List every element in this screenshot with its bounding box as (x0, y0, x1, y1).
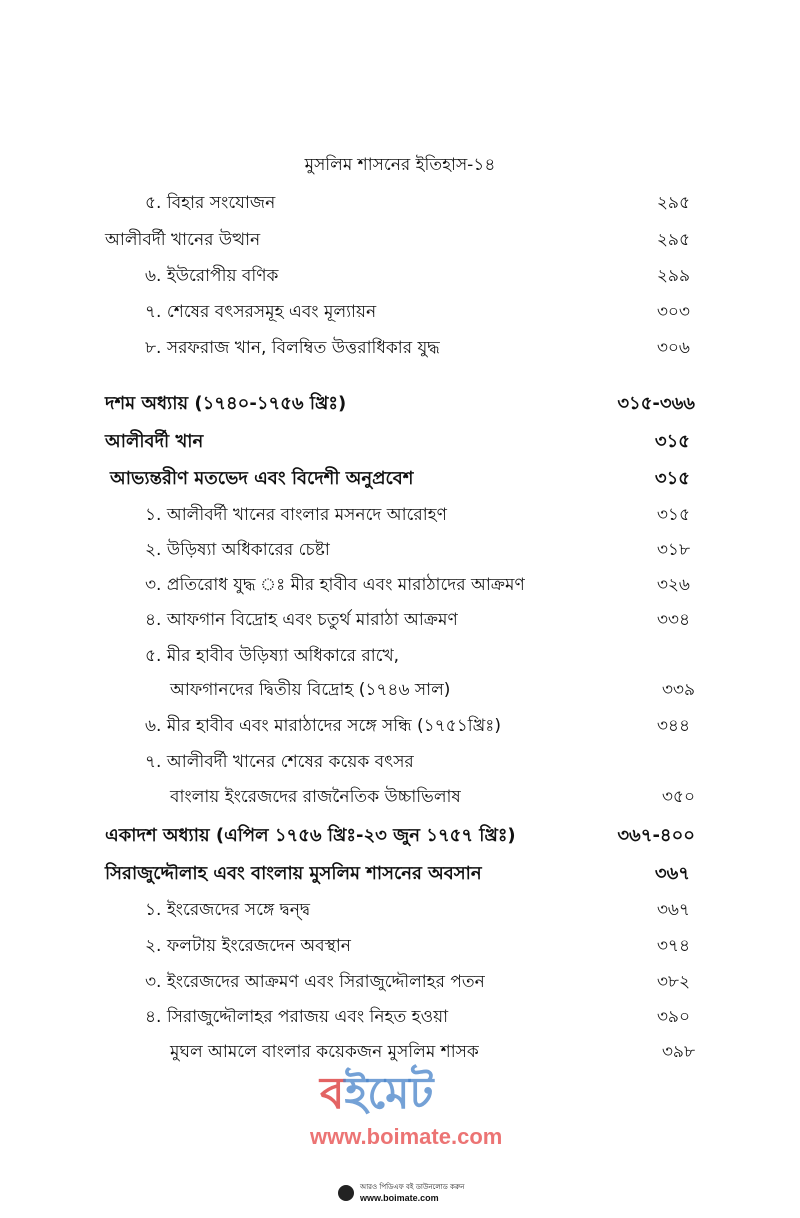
watermark-logo: বইমেট (320, 1068, 434, 1119)
toc-entry-title: ৭. শেষের বৎসরসমূহ এবং মূল্যায়ন (145, 302, 377, 322)
toc-entry-title: ১. ইংরেজদের সঙ্গে দ্বন্দ্ব (145, 900, 310, 920)
running-header: মুসলিম শাসনের ইতিহাস-১৪ (304, 155, 496, 175)
toc-entry-title: ২. ফলটায় ইংরেজদেন অবস্থান (145, 936, 351, 956)
toc-entry-page: ৩১৫ (656, 505, 690, 525)
toc-entry-page: ২৯৯ (656, 266, 690, 286)
toc-entry-page: ২৯৫ (656, 230, 690, 250)
toc-entry-title: ৭. আলীবর্দী খানের শেষের কয়েক বৎসর (145, 752, 414, 772)
toc-entry-page: ৩৬৭ (656, 900, 690, 920)
toc-entry (0, 502, 800, 532)
toc-entry-title: একাদশ অধ্যায় (এপিল ১৭৫৬ খ্রিঃ-২৩ জুন ১৭৫৭ খ্রিঃ) (105, 825, 516, 846)
toc-entry-page: ৩৯৮ (661, 1042, 695, 1062)
toc-entry (0, 1039, 800, 1069)
toc-entry (0, 897, 800, 927)
toc-entry-page: ৩৬৭ (654, 863, 690, 884)
toc-entry-page: ৩৮২ (656, 972, 690, 992)
toc-entry-page: ৩৪৪ (656, 716, 690, 736)
toc-entry-title: সিরাজুদ্দৌলাহ এবং বাংলায় মুসলিম শাসনের অবসান (105, 863, 482, 884)
toc-entry-page: ৩৭৪ (656, 936, 690, 956)
toc-entry-title: ৮. সরফরাজ খান, বিলম্বিত উত্তরাধিকার যুদ্ধ (145, 338, 440, 358)
toc-entry-page: ৩৩৯ (661, 680, 695, 700)
toc-entry-page: ৩১৮ (656, 540, 690, 560)
toc-entry (0, 933, 800, 963)
toc-entry (0, 821, 800, 851)
toc-entry-title: ৫. বিহার সংযোজন (145, 193, 276, 213)
toc-entry (0, 859, 800, 889)
toc-entry-title: ৫. মীর হাবীব উড়িষ্যা অধিকারে রাখে, (145, 646, 400, 666)
toc-entry-page: ২৯৫ (656, 193, 690, 213)
toc-entry-title: ৬. ইউরোপীয় বণিক (145, 266, 279, 286)
toc-entry-page: ৩৫০ (661, 787, 695, 807)
toc-entry-title: ৪. সিরাজুদ্দৌলাহর পরাজয় এবং নিহত হওয়া (145, 1007, 449, 1027)
toc-entry (0, 607, 800, 637)
toc-entry-title: ১. আলীবর্দী খানের বাংলার মসনদে আরোহণ (145, 505, 447, 525)
toc-entry (0, 969, 800, 999)
toc-entry (0, 190, 800, 220)
toc-entry-title: ৩. ইংরেজদের আক্রমণ এবং সিরাজুদ্দৌলাহর পতন (145, 972, 485, 992)
toc-entry (0, 643, 800, 673)
toc-entry-title: আভ্যন্তরীণ মতভেদ এবং বিদেশী অনুপ্রবেশ (110, 468, 414, 489)
toc-entry-page: ৩১৫ (654, 431, 690, 452)
toc-entry (0, 1004, 800, 1034)
toc-entry-page: ৩২৬ (656, 575, 690, 595)
toc-entry-title: দশম অধ্যায় (১৭৪০-১৭৫৬ খ্রিঃ) (105, 393, 347, 414)
watermark (300, 1068, 520, 1158)
toc-entry (0, 572, 800, 602)
toc-entry-page: ৩৯০ (656, 1007, 690, 1027)
toc-entry-title: আলীবর্দী খান (105, 431, 204, 452)
toc-entry-page: ৩১৫-৩৬৬ (617, 393, 695, 414)
toc-entry (0, 335, 800, 365)
toc-entry (0, 389, 800, 419)
toc-entry-title: আফগানদের দ্বিতীয় বিদ্রোহ (১৭৪৬ সাল) (170, 680, 451, 700)
toc-entry-title: ২. উড়িষ্যা অধিকারের চেষ্টা (145, 540, 330, 560)
toc-entry (0, 299, 800, 329)
watermark-url: www.boimate.com (310, 1124, 503, 1149)
toc-entry-title: মুঘল আমলে বাংলার কয়েকজন মুসলিম শাসক (170, 1042, 479, 1062)
toc-entry-page: ৩৩৪ (656, 610, 690, 630)
toc-entry-page: ৩০৩ (656, 302, 690, 322)
footer-url[interactable]: www.boimate.com (360, 1193, 439, 1203)
toc-entry (0, 537, 800, 567)
toc-entry-page: ৩৬৭-৪০০ (617, 825, 695, 846)
toc-entry-page: ৩০৬ (656, 338, 690, 358)
toc-entry (0, 227, 800, 257)
toc-entry (0, 713, 800, 743)
toc-entry-title: আলীবর্দী খানের উত্থান (105, 230, 261, 250)
boimate-logo-icon (338, 1185, 354, 1201)
toc-entry-title: বাংলায় ইংরেজদের রাজনৈতিক উচ্চাভিলাষ (170, 787, 461, 807)
toc-entry (0, 677, 800, 707)
toc-entry (0, 427, 800, 457)
toc-entry-title: ৬. মীর হাবীব এবং মারাঠাদের সঙ্গে সন্ধি (১৭৫১খ্রিঃ) (145, 716, 501, 736)
footer (338, 1183, 468, 1207)
toc-entry (0, 784, 800, 814)
toc-entry-title: ৩. প্রতিরোধ যুদ্ধ ঃ মীর হাবীব এবং মারাঠাদের আক্রমণ (145, 575, 525, 595)
footer-text: আরও পিডিএফ বই ডাউনলোড করুন (360, 1183, 465, 1191)
toc-entry-page: ৩১৫ (654, 468, 690, 489)
toc-entry-title: ৪. আফগান বিদ্রোহ এবং চতুর্থ মারাঠা আক্রমণ (145, 610, 458, 630)
toc-entry (0, 749, 800, 779)
toc-entry (0, 464, 800, 494)
toc-entry (0, 263, 800, 293)
